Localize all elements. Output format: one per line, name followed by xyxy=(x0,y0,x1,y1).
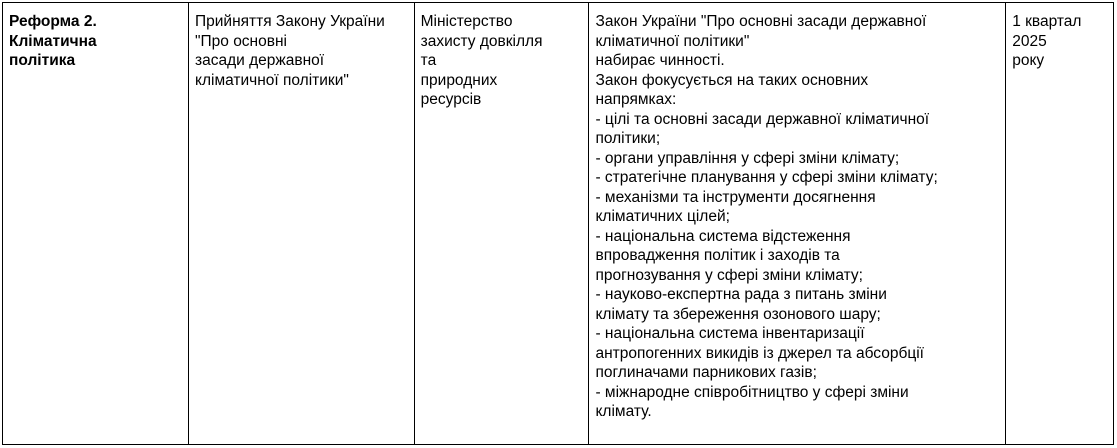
action-line: Прийняття Закону України xyxy=(195,13,385,30)
result-line: - національна система відстеження xyxy=(595,227,851,245)
deadline-line: 2025 xyxy=(1012,32,1047,50)
result-line: - науково-експертна рада з питань зміни xyxy=(595,286,887,303)
responsible-line: природних xyxy=(420,71,498,89)
result-line: напрямках: xyxy=(595,91,677,108)
result-line: клімату та збереження озонового шару; xyxy=(595,305,881,323)
result-line: кліматичної політики" xyxy=(595,32,750,50)
result-line: - стратегічне планування у сфері зміни клімату; xyxy=(595,169,938,186)
result-line: Закон України "Про основні засади державної xyxy=(595,13,927,30)
table-row xyxy=(3,3,1114,445)
result-cell xyxy=(589,3,1006,445)
action-line: "Про основні xyxy=(195,32,287,50)
deadline-line: 1 квартал xyxy=(1012,13,1082,30)
reform-line: політика xyxy=(9,52,76,69)
result-line: - органи управління у сфері зміни клімату; xyxy=(595,149,900,167)
result-line: поглиначами парникових газів; xyxy=(595,364,817,381)
result-line: політики; xyxy=(595,130,661,147)
result-line: набирає чинності. xyxy=(595,52,725,69)
reform-line: Кліматична xyxy=(9,32,97,50)
reform-line: Реформа 2. xyxy=(9,13,97,30)
action-line: засади державної xyxy=(195,52,325,69)
result-line: антропогенних викидів із джерел та абсорбції xyxy=(595,344,924,362)
result-line: Закон фокусується на таких основних xyxy=(595,71,869,89)
responsible-line: Міністерство xyxy=(420,13,513,30)
result-line: - міжнародне співробітництво у сфері зміни xyxy=(595,383,909,401)
action-cell xyxy=(189,3,415,445)
result-line: кліматичних цілей; xyxy=(595,208,730,225)
deadline-line: року xyxy=(1012,52,1045,69)
responsible-line: ресурсів xyxy=(420,91,482,108)
result-line: - механізми та інструменти досягнення xyxy=(595,188,876,206)
result-line: - цілі та основні засади державної кліматичної xyxy=(595,110,930,128)
responsible-line: захисту довкілля xyxy=(420,32,543,50)
deadline-cell xyxy=(1006,3,1114,445)
result-line: клімату. xyxy=(595,403,652,420)
result-line: прогнозування у сфері зміни клімату; xyxy=(595,266,863,284)
result-line: впровадження політик і заходів та xyxy=(595,247,840,264)
reform-table xyxy=(2,2,1114,445)
reform-cell xyxy=(3,3,189,445)
action-line: кліматичної політики" xyxy=(195,71,349,89)
responsible-line: та xyxy=(420,52,437,69)
result-line: - національна система інвентаризації xyxy=(595,325,865,342)
responsible-cell xyxy=(414,3,589,445)
